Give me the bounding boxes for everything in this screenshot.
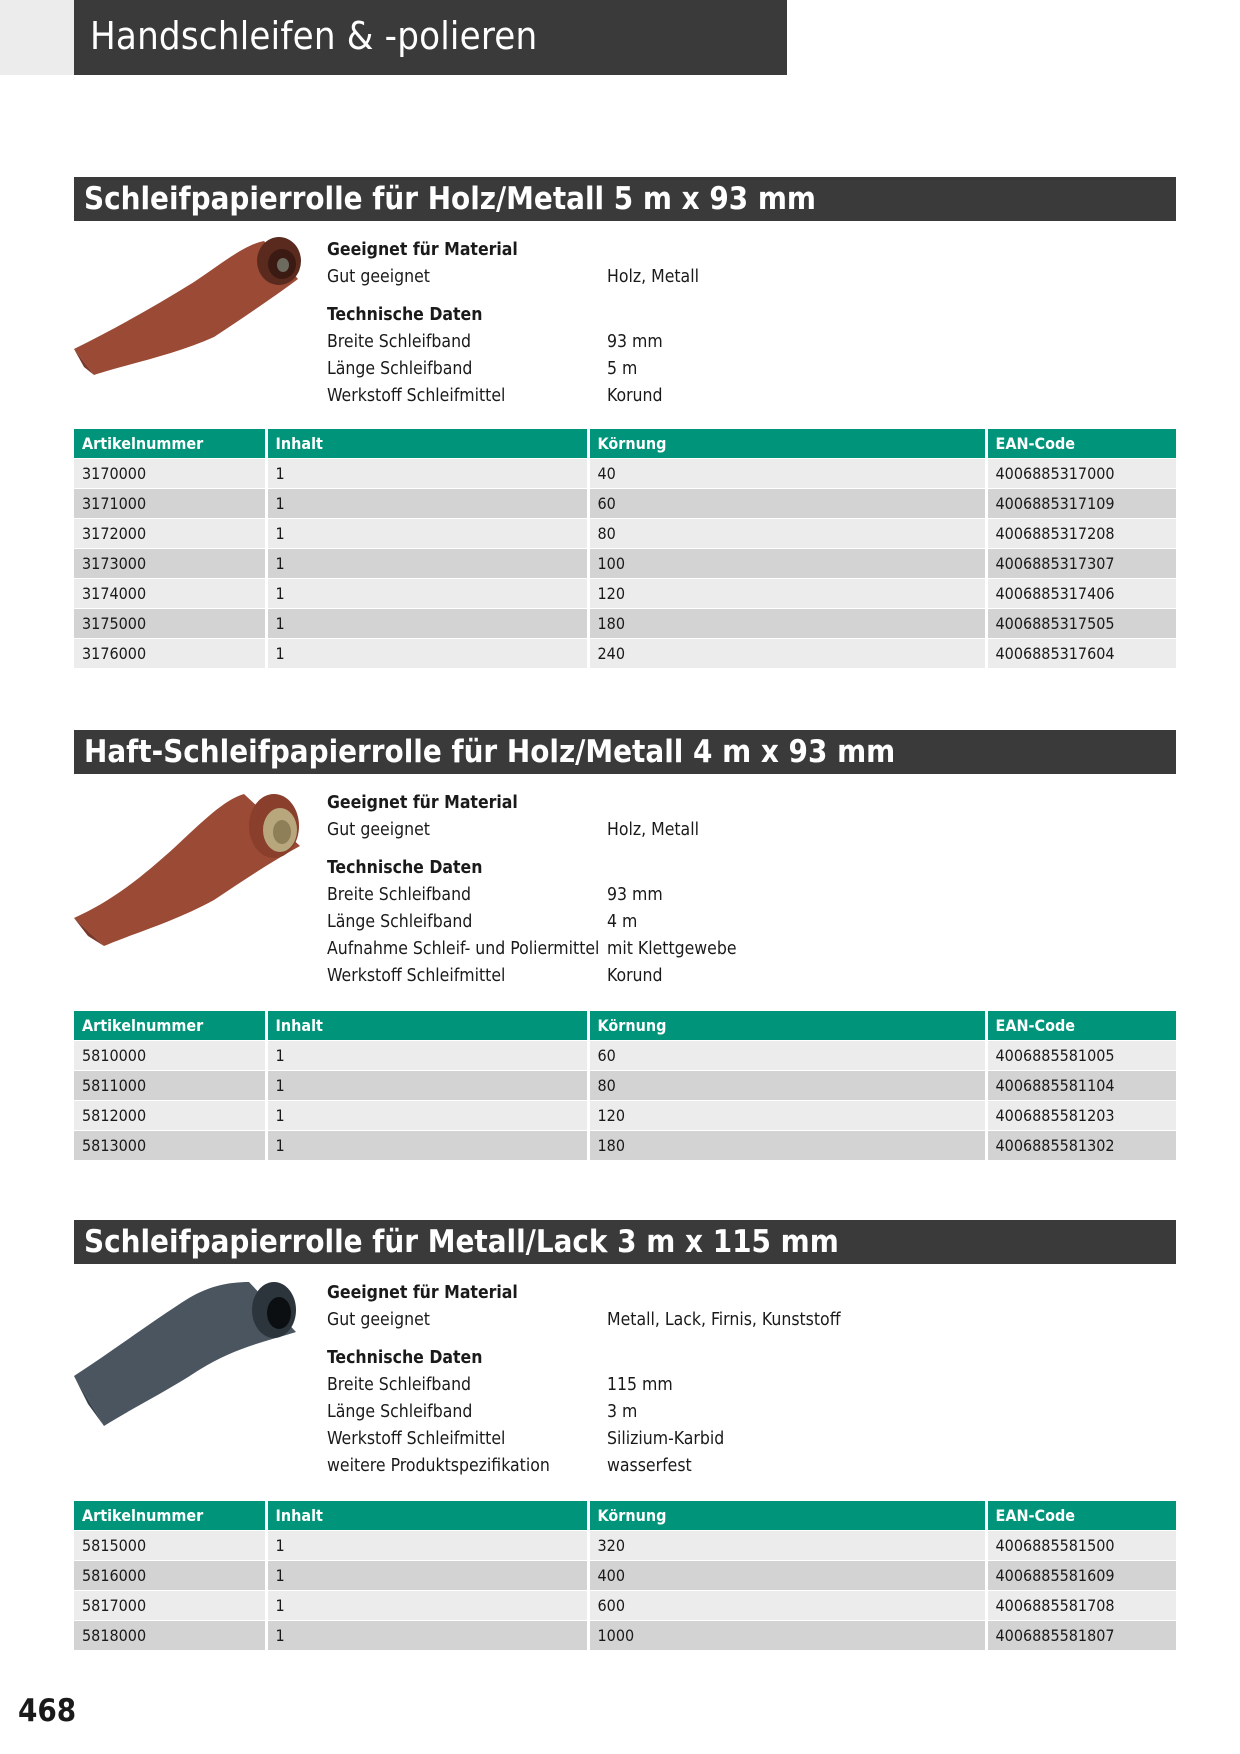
table-row: [74, 548, 1176, 578]
spec-row: [327, 1426, 841, 1453]
column-header: Körnung: [588, 429, 986, 458]
column-header: Inhalt: [266, 1501, 588, 1530]
table-header-row: [74, 429, 1176, 458]
spec-label: Werkstoff Schleifmittel: [327, 1429, 506, 1449]
table-cell: 4006885317505: [986, 608, 1176, 638]
table-cell: 3174000: [74, 578, 266, 608]
table-cell: 4006885581302: [986, 1130, 1176, 1160]
spec-label: Aufnahme Schleif- und Poliermittel: [327, 939, 600, 959]
table-cell: 4006885317604: [986, 638, 1176, 668]
column-header: Inhalt: [266, 1011, 588, 1040]
spec-label: Gut geeignet: [327, 820, 430, 840]
table-cell: 1: [266, 488, 588, 518]
table-row: [74, 488, 1176, 518]
column-header: EAN-Code: [986, 1011, 1176, 1040]
table-cell: 80: [588, 518, 986, 548]
table-cell: 600: [588, 1590, 986, 1620]
spec-value: Metall, Lack, Firnis, Kunststoff: [607, 1310, 841, 1330]
section-title: Schleifpapierrolle für Holz/Metall 5 m x 93 mm: [74, 177, 1176, 221]
table-cell: 1: [266, 1040, 588, 1070]
column-header: Artikelnummer: [74, 429, 266, 458]
table-header-row: [74, 1011, 1176, 1040]
table-cell: 40: [588, 458, 986, 488]
corner-block: [0, 0, 74, 75]
column-header: Körnung: [588, 1501, 986, 1530]
section-title: Schleifpapierrolle für Metall/Lack 3 m x 115 mm: [74, 1220, 1176, 1264]
table-cell: 5815000: [74, 1530, 266, 1560]
table-cell: 180: [588, 1130, 986, 1160]
table-cell: 4006885317000: [986, 458, 1176, 488]
spec-group-title: Technische Daten: [327, 858, 483, 878]
table-cell: 80: [588, 1070, 986, 1100]
table-row: [74, 1040, 1176, 1070]
brown-hook-loop-roll-image: [74, 790, 304, 950]
spec-label: Breite Schleifband: [327, 332, 472, 352]
table-row: [74, 608, 1176, 638]
table-cell: 240: [588, 638, 986, 668]
page-number: 468: [18, 1693, 77, 1729]
spec-label: Gut geeignet: [327, 1310, 430, 1330]
spec-label: weitere Produktspezifikation: [327, 1456, 550, 1476]
column-header: Inhalt: [266, 429, 588, 458]
table-row: [74, 518, 1176, 548]
table-cell: 60: [588, 1040, 986, 1070]
table-cell: 4006885317109: [986, 488, 1176, 518]
table-cell: 1: [266, 458, 588, 488]
article-table: [74, 429, 1176, 668]
table-cell: 5817000: [74, 1590, 266, 1620]
spec-row: [327, 936, 737, 963]
spec-value: 93 mm: [607, 885, 663, 905]
spec-label: Breite Schleifband: [327, 885, 472, 905]
table-cell: 4006885317406: [986, 578, 1176, 608]
spec-value: wasserfest: [607, 1456, 692, 1476]
table-cell: 1: [266, 548, 588, 578]
section-title: Haft-Schleifpapierrolle für Holz/Metall 4 m x 93 mm: [74, 730, 1176, 774]
spec-group-title: Technische Daten: [327, 305, 483, 325]
table-row: [74, 1530, 1176, 1560]
spec-value: Silizium-Karbid: [607, 1429, 725, 1449]
table-cell: 5818000: [74, 1620, 266, 1650]
table-cell: 4006885581104: [986, 1070, 1176, 1100]
spec-value: Korund: [607, 386, 663, 406]
table-cell: 1: [266, 518, 588, 548]
table-cell: 1: [266, 638, 588, 668]
table-cell: 4006885581609: [986, 1560, 1176, 1590]
spec-value: 4 m: [607, 912, 638, 932]
spec-row: [327, 264, 699, 291]
product-section-1: [74, 177, 1176, 670]
table-cell: 400: [588, 1560, 986, 1590]
spec-label: Werkstoff Schleifmittel: [327, 386, 506, 406]
spec-group-title: Technische Daten: [327, 1348, 483, 1368]
spec-row: [327, 817, 737, 844]
spec-value: 5 m: [607, 359, 638, 379]
spec-label: Gut geeignet: [327, 267, 430, 287]
spec-row: [327, 1307, 841, 1334]
spec-value: mit Klettgewebe: [607, 939, 737, 959]
spec-list: [327, 790, 737, 990]
column-header: Artikelnummer: [74, 1011, 266, 1040]
product-section-2: [74, 730, 1176, 1160]
table-header-row: [74, 1501, 1176, 1530]
table-cell: 5811000: [74, 1070, 266, 1100]
column-header: Körnung: [588, 1011, 986, 1040]
product-section-3: [74, 1220, 1176, 1660]
table-cell: 4006885581807: [986, 1620, 1176, 1650]
spec-row: [327, 882, 737, 909]
table-row: [74, 1620, 1176, 1650]
spec-row: [327, 909, 737, 936]
table-cell: 5813000: [74, 1130, 266, 1160]
spec-value: Holz, Metall: [607, 267, 699, 287]
table-cell: 5812000: [74, 1100, 266, 1130]
page-header: [74, 0, 787, 75]
table-row: [74, 638, 1176, 668]
spec-group-title: Geeignet für Material: [327, 1283, 518, 1303]
table-cell: 4006885581708: [986, 1590, 1176, 1620]
article-table: [74, 1501, 1176, 1650]
table-cell: 1: [266, 1100, 588, 1130]
spec-value: Holz, Metall: [607, 820, 699, 840]
table-row: [74, 1070, 1176, 1100]
table-cell: 5810000: [74, 1040, 266, 1070]
spec-row: [327, 1399, 841, 1426]
table-cell: 1: [266, 578, 588, 608]
spec-value: Korund: [607, 966, 663, 986]
table-cell: 180: [588, 608, 986, 638]
table-cell: 1: [266, 1620, 588, 1650]
table-row: [74, 1130, 1176, 1160]
table-cell: 1: [266, 608, 588, 638]
table-cell: 4006885317307: [986, 548, 1176, 578]
spec-label: Länge Schleifband: [327, 912, 473, 932]
table-row: [74, 578, 1176, 608]
spec-value: 93 mm: [607, 332, 663, 352]
spec-group-title: Geeignet für Material: [327, 240, 518, 260]
table-row: [74, 1590, 1176, 1620]
table-cell: 60: [588, 488, 986, 518]
table-cell: 1000: [588, 1620, 986, 1650]
spec-value: 3 m: [607, 1402, 638, 1422]
table-cell: 4006885581005: [986, 1040, 1176, 1070]
table-cell: 4006885581500: [986, 1530, 1176, 1560]
spec-row: [327, 1372, 841, 1399]
spec-group-title: Geeignet für Material: [327, 793, 518, 813]
table-cell: 4006885581203: [986, 1100, 1176, 1130]
table-row: [74, 458, 1176, 488]
spec-row: [327, 1453, 841, 1480]
table-row: [74, 1560, 1176, 1590]
spec-list: [327, 1280, 841, 1480]
spec-label: Breite Schleifband: [327, 1375, 472, 1395]
spec-row: [327, 383, 699, 410]
brown-sanding-roll-image: [74, 237, 304, 387]
grey-silicon-carbide-roll-image: [74, 1280, 304, 1430]
page-header-title: Handschleifen & -polieren: [90, 14, 538, 58]
table-cell: 120: [588, 1100, 986, 1130]
table-cell: 1: [266, 1130, 588, 1160]
table-cell: 100: [588, 548, 986, 578]
table-cell: 4006885317208: [986, 518, 1176, 548]
spec-label: Werkstoff Schleifmittel: [327, 966, 506, 986]
spec-row: [327, 329, 699, 356]
table-cell: 3173000: [74, 548, 266, 578]
spec-row: [327, 963, 737, 990]
spec-label: Länge Schleifband: [327, 359, 473, 379]
table-cell: 1: [266, 1560, 588, 1590]
table-cell: 5816000: [74, 1560, 266, 1590]
table-cell: 3175000: [74, 608, 266, 638]
column-header: EAN-Code: [986, 429, 1176, 458]
column-header: EAN-Code: [986, 1501, 1176, 1530]
column-header: Artikelnummer: [74, 1501, 266, 1530]
spec-list: [327, 237, 699, 410]
table-cell: 3172000: [74, 518, 266, 548]
table-cell: 1: [266, 1590, 588, 1620]
spec-label: Länge Schleifband: [327, 1402, 473, 1422]
spec-value: 115 mm: [607, 1375, 673, 1395]
table-cell: 1: [266, 1070, 588, 1100]
table-cell: 3171000: [74, 488, 266, 518]
table-cell: 320: [588, 1530, 986, 1560]
table-cell: 120: [588, 578, 986, 608]
spec-row: [327, 356, 699, 383]
table-row: [74, 1100, 1176, 1130]
article-table: [74, 1011, 1176, 1160]
table-cell: 1: [266, 1530, 588, 1560]
table-cell: 3170000: [74, 458, 266, 488]
table-cell: 3176000: [74, 638, 266, 668]
